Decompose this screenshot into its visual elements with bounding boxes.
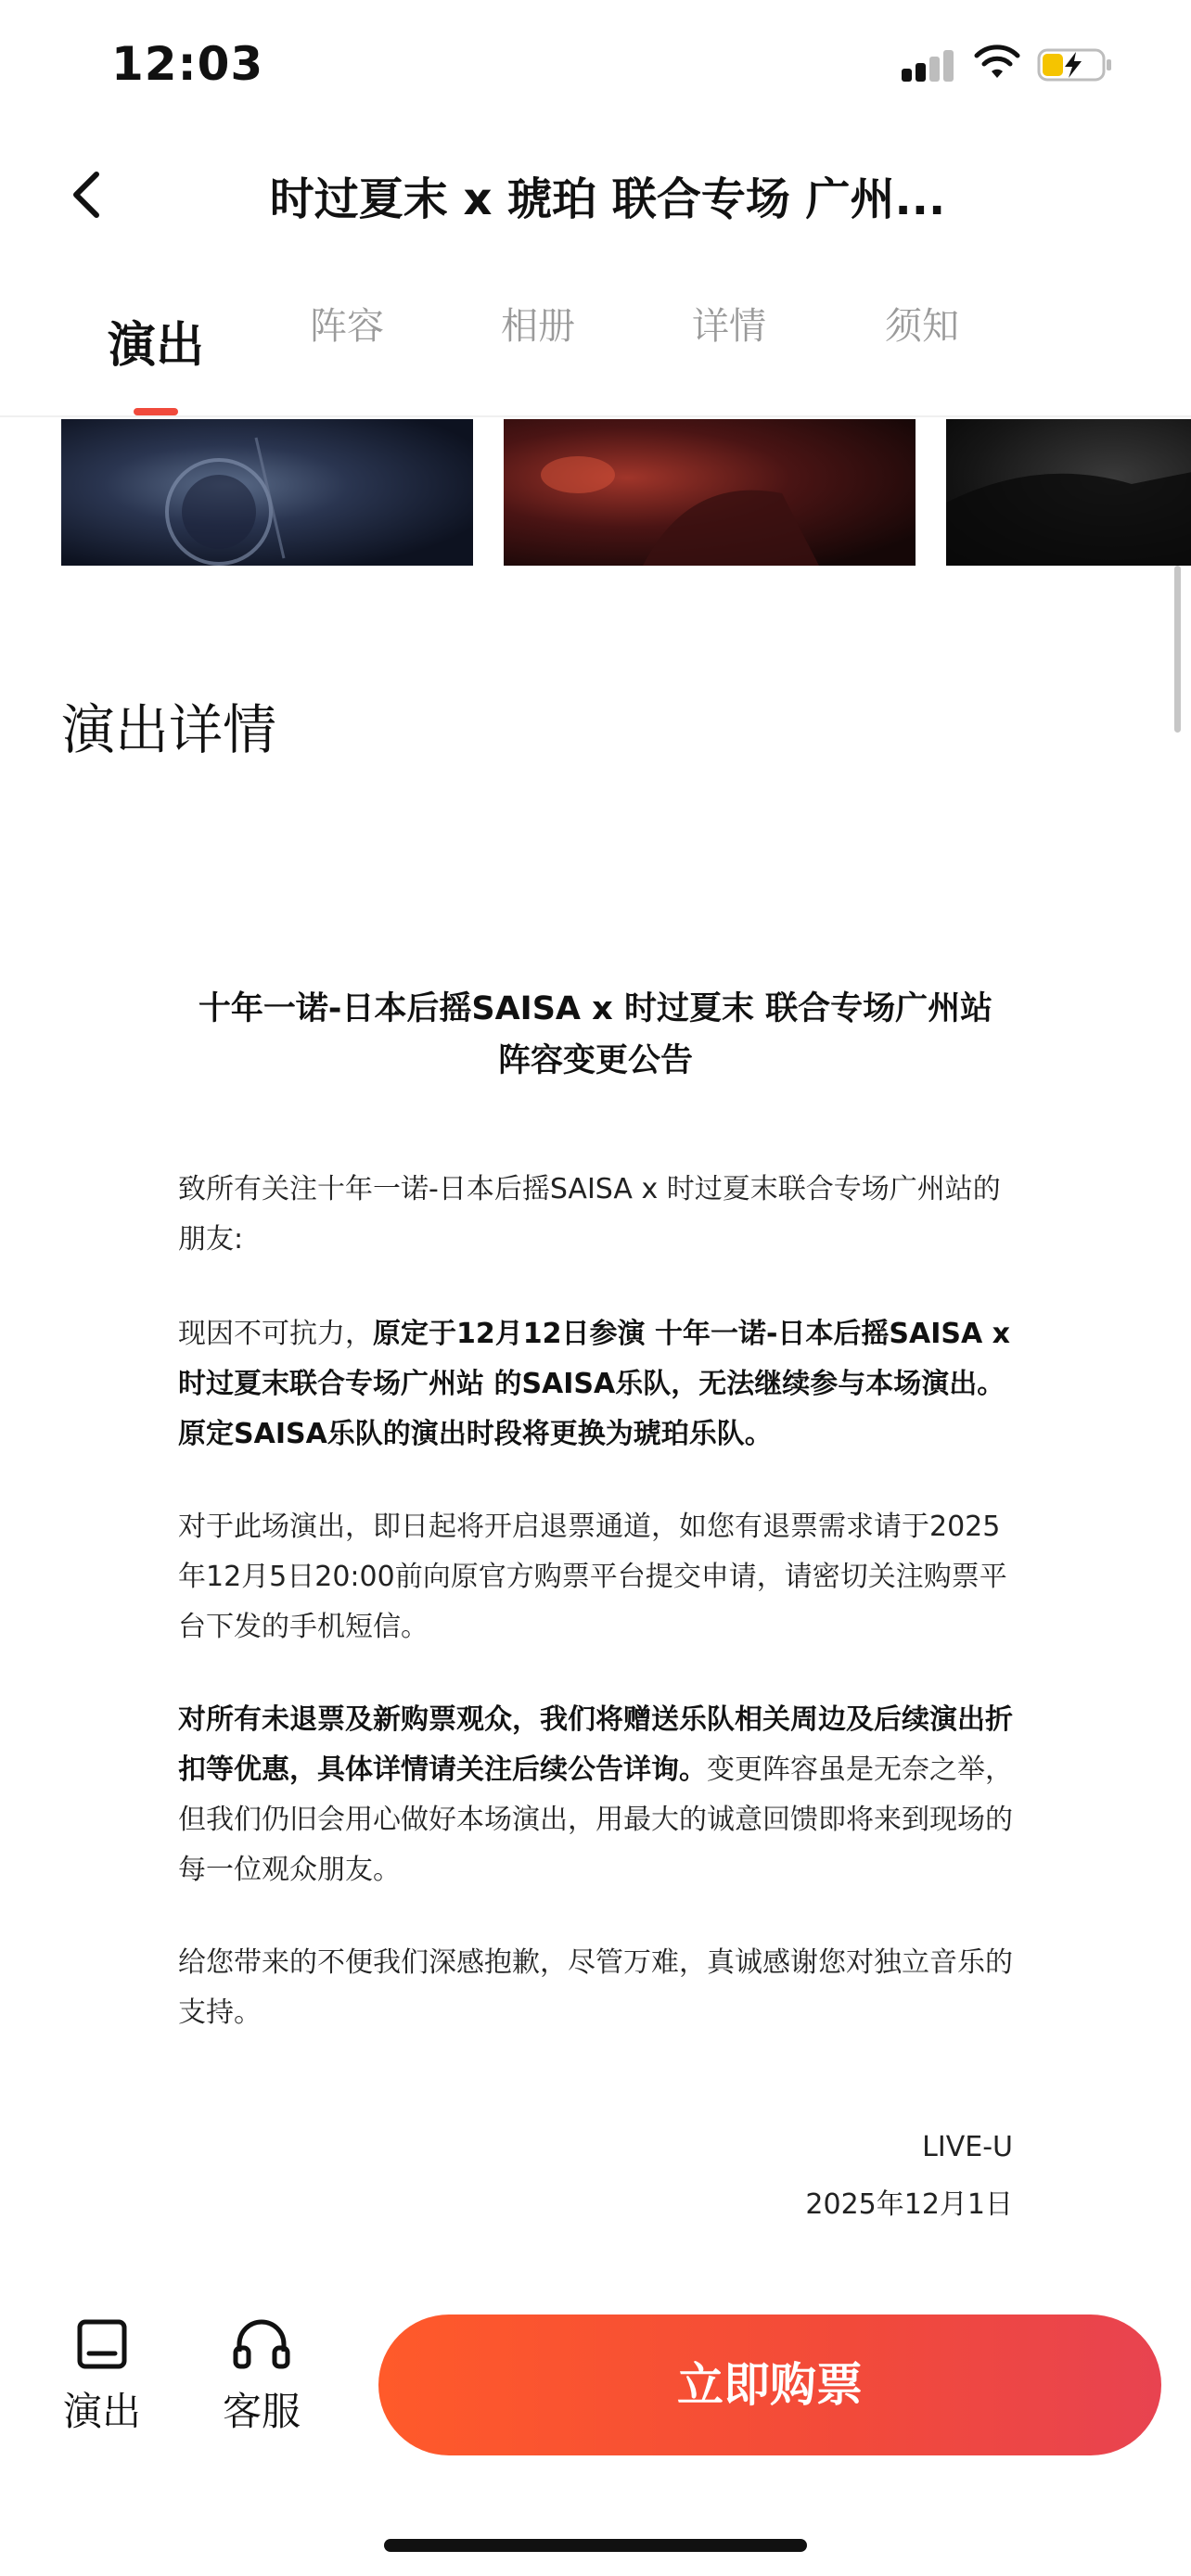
nav-bar	[0, 130, 1191, 260]
scrollbar[interactable]	[1174, 566, 1181, 733]
photo-strip[interactable]	[0, 419, 1191, 566]
show-icon	[74, 2318, 130, 2370]
announcement-title	[139, 983, 1052, 1087]
paragraph-benefits-bold: 对所有未退票及新购票观众，我们将赠送乐队相关周边及后续演出折扣等优惠，具体详情请关注后续公告详询。	[178, 1703, 1013, 1786]
paragraph-change-bold: 原定于12月12日参演 十年一诺-日本后摇SAISA x 时过夏末联合专场广州站 的SAISA乐队，无法继续参与本场演出。原定SAISA乐队的演出时段将更换为琥珀乐队。	[178, 1318, 1010, 1450]
tab-show[interactable]: 演出	[108, 318, 205, 374]
photo-stage[interactable]	[946, 419, 1191, 566]
paragraph-benefits	[178, 1695, 1013, 1895]
tab-active-indicator	[134, 408, 178, 415]
service-label: 客服	[222, 2389, 301, 2434]
paragraph-apology: 给您带来的不便我们深感抱歉，尽管万难，真诚感谢您对独立音乐的支持。	[178, 1946, 1013, 2029]
paragraph-benefits-rest: 变更阵容虽是无奈之举，但我们仍旧会用心做好本场演出，用最大的诚意回馈即将来到现场的每一位观众朋友。	[178, 1753, 1013, 1886]
announcement-title-line2: 阵容变更公告	[497, 1042, 693, 1079]
signature: LIVE-U	[922, 2131, 1013, 2163]
show-label: 演出	[62, 2389, 141, 2434]
section-title: 演出详情	[61, 698, 277, 761]
tab-bar	[0, 269, 1191, 417]
paragraph-refund: 对于此场演出，即日起将开启退票通道，如您有退票需求请于2025年12月5日20:00前向原官方购票平台提交申请，请密切关注购票平台下发的手机短信。	[178, 1511, 1007, 1643]
battery-icon	[1037, 46, 1113, 83]
tab-notice[interactable]: 须知	[885, 305, 959, 348]
back-arrow-icon[interactable]	[56, 158, 121, 232]
show-button[interactable]	[46, 2318, 158, 2437]
customer-service-button[interactable]	[206, 2318, 317, 2437]
photo-performer[interactable]	[504, 419, 916, 566]
photo-drum-kit[interactable]	[61, 419, 473, 566]
announcement-date: 2025年12月1日	[805, 2188, 1013, 2221]
announcement-title-line1: 十年一诺-日本后摇SAISA x 时过夏末 联合专场广州站	[198, 990, 993, 1027]
page-title: 时过夏末 x 琥珀 联合专场 广州...	[269, 173, 946, 225]
tab-album[interactable]: 相册	[501, 305, 575, 348]
buy-ticket-button[interactable]: 立即购票	[378, 2315, 1161, 2455]
status-time: 12:03	[111, 37, 264, 91]
paragraph-change	[178, 1309, 1013, 1460]
home-indicator[interactable]	[384, 2539, 807, 2552]
headset-icon	[232, 2318, 291, 2370]
wifi-icon	[974, 45, 1020, 82]
tab-details[interactable]: 详情	[692, 305, 766, 348]
bottom-action-bar	[0, 2300, 1191, 2504]
status-bar	[0, 0, 1191, 130]
signal-icon	[902, 48, 955, 82]
paragraph-greeting: 致所有关注十年一诺-日本后摇SAISA x 时过夏末联合专场广州站的朋友:	[178, 1173, 1001, 1256]
paragraph-change-intro: 现因不可抗力，	[178, 1318, 373, 1350]
tab-lineup[interactable]: 阵容	[310, 305, 384, 348]
